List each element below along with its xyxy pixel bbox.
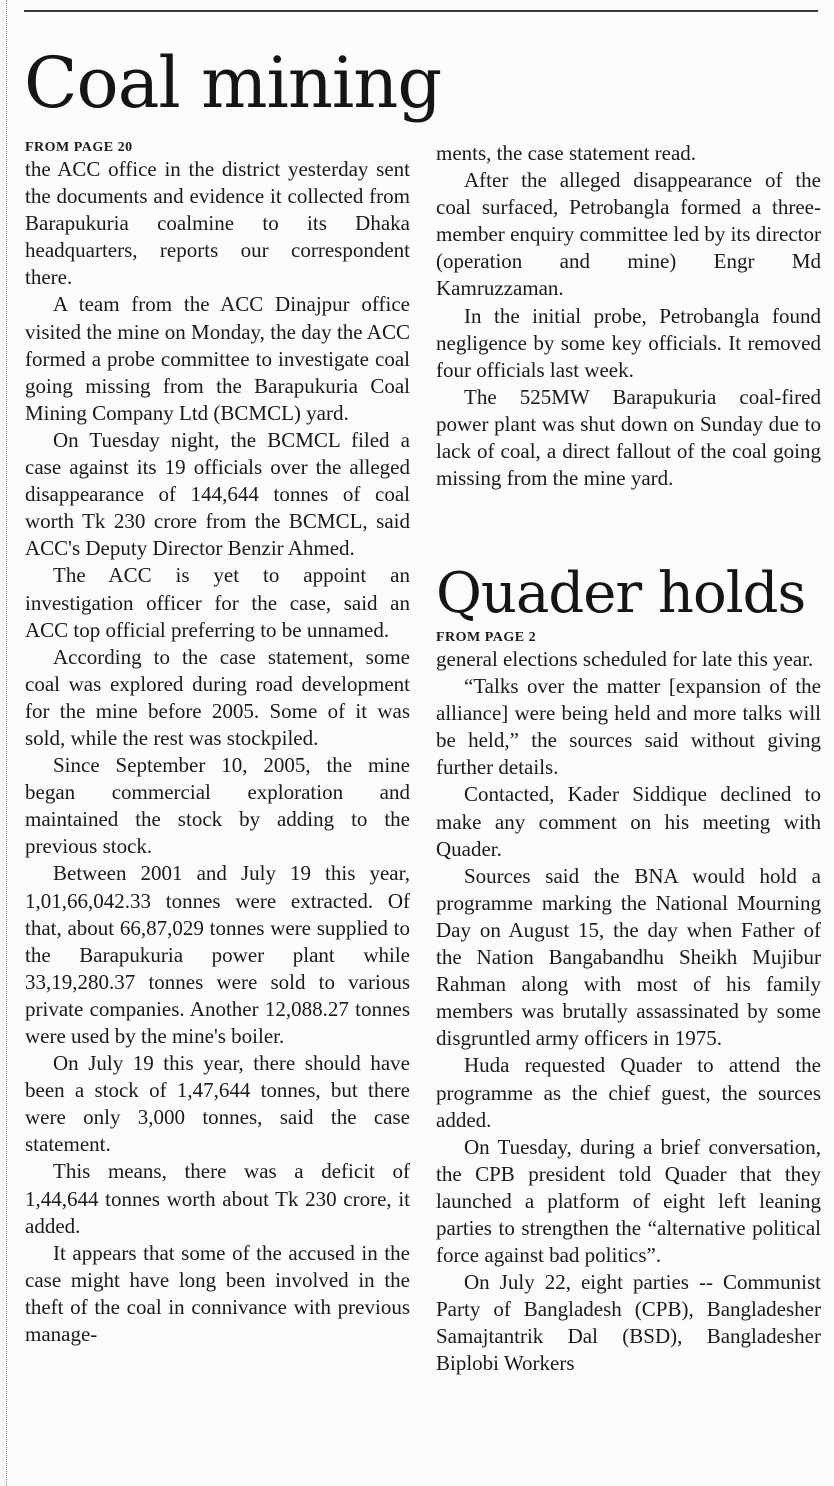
article-paragraph: It appears that some of the accused in the case might have long been involved in the theft of the coal in connivance with previous manage- <box>25 1240 410 1347</box>
article-paragraph: Contacted, Kader Siddique declined to make any comment on his meeting with Quader. <box>436 782 821 861</box>
coal-mining-column-left <box>25 140 410 1486</box>
article-paragraph: In the initial probe, Petrobangla found negligence by some key officials. It removed four officials last week. <box>436 303 821 382</box>
article-paragraph: After the alleged disappearance of the coal surfaced, Petrobangla formed a three-member enquiry committee led by its director (operation and mine) Engr Md Kamruzzaman. <box>436 168 821 301</box>
coal-mining-column-right <box>436 140 821 492</box>
article-paragraph: The ACC is yet to appoint an investigation officer for the case, said an ACC top official preferring to be unnamed. <box>25 563 410 642</box>
left-margin-rule <box>6 0 7 1486</box>
coal-mining-jump-line: FROM PAGE 20 <box>25 140 133 155</box>
article-paragraph: Since September 10, 2005, the mine began commercial exploration and maintained the stock by adding to the previous stock. <box>25 753 410 859</box>
article-paragraph: “Talks over the matter [expansion of the alliance] were being held and more talks will be held,” the sources said without giving further details. <box>436 674 821 780</box>
article-paragraph: ments, the case statement read. <box>436 141 697 165</box>
quader-holds-jump-line: FROM PAGE 2 <box>436 630 537 645</box>
article-paragraph: the ACC office in the district yesterday sent the documents and evidence it collected from Barapukuria coalmine to its Dhaka headquarters, reports our correspondent there. <box>25 157 410 290</box>
article-paragraph: The 525MW Barapukuria coal-fired power plant was shut down on Sunday due to lack of coal, a direct fallout of the coal going missing from the mine yard. <box>436 384 821 491</box>
article-paragraph: Huda requested Quader to attend the programme as the chief guest, the sources added. <box>436 1053 821 1132</box>
quader-holds-headline: Quader holds <box>436 561 806 626</box>
article-paragraph: On Tuesday night, the BCMCL filed a case against its 19 officials over the alleged disappearance of 144,644 tonnes of coal worth Tk 230 crore from the BCMCL, said ACC's Deputy Director Benzir Ahmed. <box>25 427 410 561</box>
article-paragraph: This means, there was a deficit of 1,44,644 tonnes worth about Tk 230 crore, it added. <box>25 1159 410 1238</box>
article-paragraph: On July 22, eight parties -- Communist Party of Bangladesh (CPB), Bangladesher Samajtantrik Dal (BSD), Bangladesher Biplobi Workers <box>436 1270 821 1376</box>
top-rule <box>24 10 818 12</box>
article-paragraph: Sources said the BNA would hold a programme marking the National Mourning Day on August 15, the day when Father of the Nation Bangabandhu Sheikh Mujibur Rahman along with most of his family members was brutally assassinated by some disgruntled army officers in 1975. <box>436 863 821 1051</box>
article-paragraph: Between 2001 and July 19 this year, 1,01,66,042.33 tonnes were extracted. Of that, about 66,87,029 tonnes were supplied to the Barapukuria power plant while 33,19,280.37 tonnes were sold to various private companies. Another 12,088.27 tonnes were used by the mine's boiler. <box>25 861 410 1048</box>
coal-mining-headline: Coal mining <box>24 42 442 124</box>
article-paragraph: On Tuesday, during a brief conversation, the CPB president told Quader that they launched a platform of eight left leaning parties to strengthen the “alternative political force against bad politics”. <box>436 1134 821 1268</box>
article-paragraph: According to the case statement, some coal was explored during road development for the mine before 2005. Some of it was sold, while the rest was stockpiled. <box>25 644 410 750</box>
article-paragraph: A team from the ACC Dinajpur office visited the mine on Monday, the day the ACC formed a probe committee to investigate coal going missing from the Barapukuria Coal Mining Company Ltd (BCMCL) yard. <box>25 292 410 425</box>
article-paragraph: general elections scheduled for late this year. <box>436 647 814 671</box>
article-paragraph: On July 19 this year, there should have been a stock of 1,47,644 tonnes, but there were only 3,000 tonnes, said the case statement. <box>25 1051 410 1157</box>
quader-holds-column <box>436 630 821 1486</box>
